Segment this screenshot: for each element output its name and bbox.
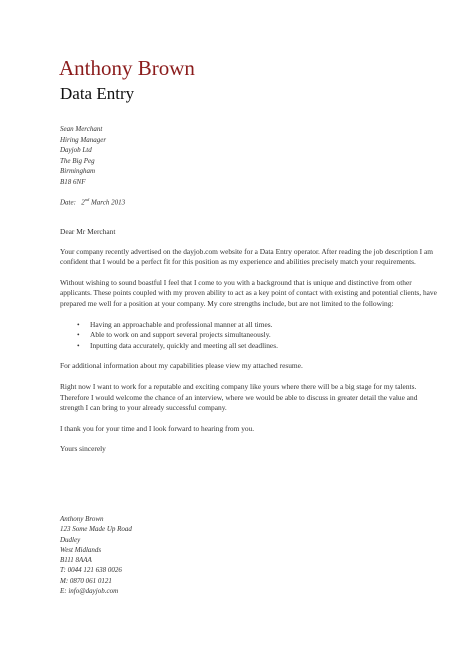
- signature-line: M: 0870 061 0121: [60, 576, 112, 585]
- signature-line: West Midlands: [60, 545, 102, 554]
- salutation: Dear Mr Merchant: [60, 227, 116, 236]
- signature-line: Dudley: [60, 535, 81, 544]
- signature-line: T: 0044 121 638 0026: [60, 566, 122, 575]
- recipient-line: Hiring Manager: [60, 135, 107, 144]
- paragraph-thanks: I thank you for your time and I look forward to hearing from you.: [60, 423, 255, 433]
- paragraph-interview: Right now I want to work for a reputable and exciting company like yours where there will be a big stage for my talents. Therefore I would welcome the chance of an interview, where we would be able to discuss in greater detail the value and strength I can bring to your already successful company.: [60, 381, 418, 413]
- closing: Yours sincerely: [60, 444, 106, 454]
- recipient-line: The Big Peg: [60, 156, 95, 165]
- recipient-address: [60, 124, 106, 187]
- letter-body: [60, 227, 440, 455]
- signature-line: 123 Some Made Up Road: [60, 525, 132, 534]
- date-label: Date:: [60, 198, 76, 207]
- recipient-line: Birmingham: [60, 167, 95, 175]
- applicant-name: Anthony Brown: [59, 56, 195, 80]
- list-item: • Able to work on and support several projects simultaneously.: [90, 330, 440, 341]
- paragraph-background: Without wishing to sound boastful I feel that I come to you with a background that is unique and distinctive from other applicants. These points coupled with my proven ability to act as a key point of contact with existing and potential clients, have prepared me well for a position at your company. My core strengths include, but are not limited to the following:: [60, 277, 437, 308]
- date-suffix: nd: [84, 197, 90, 202]
- list-item: • Having an approachable and professional manner at all times.: [90, 320, 440, 331]
- signature-line: Anthony Brown: [60, 515, 104, 523]
- paragraph-resume: For additional information about my capabilities please view my attached resume.: [60, 361, 303, 371]
- strengths-list: [60, 320, 440, 352]
- date-day: 2: [81, 198, 85, 207]
- paragraph-intro: Your company recently advertised on the dayjob.com website for a Data Entry operator. After reading the job description I am confident that I would be a perfect fit for this position as my experience and abilities precisely match your requirements.: [60, 246, 433, 267]
- signature-line: B111 8AAA: [60, 556, 92, 565]
- signature-line: E: info@dayjob.com: [60, 587, 119, 596]
- recipient-line: Sean Merchant: [60, 125, 103, 133]
- date-rest: March 2013: [90, 198, 126, 207]
- list-item: • Inputting data accurately, quickly and meeting all set deadlines.: [90, 341, 440, 352]
- recipient-line: B18 6NF: [60, 177, 86, 186]
- letter-date: [60, 197, 125, 206]
- job-title: Data Entry: [60, 84, 135, 103]
- signature-block: [60, 514, 132, 596]
- recipient-line: Dayjob Ltd: [60, 146, 92, 154]
